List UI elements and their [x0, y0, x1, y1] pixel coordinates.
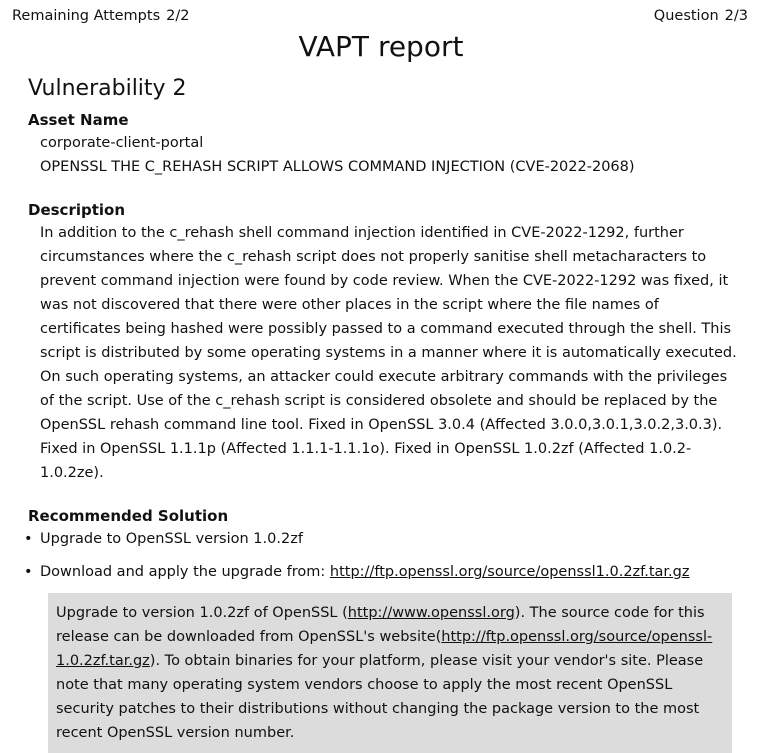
- description-label: Description: [28, 201, 126, 219]
- vulnerability-heading: Vulnerability 2: [28, 76, 187, 101]
- solution-item: [24, 527, 740, 551]
- bullet-icon: •: [24, 531, 33, 547]
- asset-name-label: Asset Name: [28, 111, 129, 129]
- bullet-icon: •: [24, 564, 33, 580]
- recommended-solution-label: Recommended Solution: [28, 507, 229, 525]
- note-text-part3: ). To obtain binaries for your platform, please visit your vendor's site. Please note that many operating system vendors choose to apply the most recent OpenSSL security patches to their distributions without changing the package version to the most recent OpenSSL version number.: [56, 653, 704, 741]
- attempts-value: 2/2: [166, 8, 190, 24]
- attempts-label: Remaining Attempts: [12, 8, 161, 24]
- asset-issue-title: OPENSSL THE C_REHASH SCRIPT ALLOWS COMMAND INJECTION (CVE-2022-2068): [40, 159, 635, 175]
- upgrade-download-link[interactable]: http://ftp.openssl.org/source/openssl1.0.2zf.tar.gz: [329, 564, 690, 580]
- question-value: 2/3: [724, 8, 748, 24]
- solution-list: [24, 527, 740, 584]
- question-label: Question: [653, 8, 719, 24]
- solution-item-text: Upgrade to OpenSSL version 1.0.2zf: [40, 531, 303, 547]
- solution-note-box: [48, 593, 732, 753]
- remaining-attempts: [12, 8, 189, 24]
- openssl-home-link[interactable]: http://www.openssl.org: [347, 605, 515, 621]
- page-title: VAPT report: [298, 30, 464, 63]
- asset-name-value: corporate-client-portal: [40, 135, 204, 151]
- top-bar: [0, 0, 762, 34]
- report-content: [24, 72, 740, 753]
- question-counter: [654, 8, 748, 24]
- solution-item-prefix: Download and apply the upgrade from:: [40, 564, 330, 580]
- note-text-part2: ). The source code for this release can be downloaded from OpenSSL's website(: [56, 605, 705, 645]
- note-text-part1: Upgrade to version 1.0.2zf of OpenSSL (: [56, 605, 348, 621]
- solution-item: [24, 560, 740, 584]
- openssl-source-link[interactable]: http://ftp.openssl.org/source/openssl-1.0.2zf.tar.gz: [56, 629, 713, 669]
- description-text: In addition to the c_rehash shell command injection identified in CVE-2022-1292, further circumstances where the c_rehash script does not properly sanitise shell metacharacters to prevent command injection were found by code review. When the CVE-2022-1292 was fixed, it was not discovered that there were other places in the script where the file names of certificates being hashed were possibly passed to a command executed through the shell. This script is distributed by some operating systems in a manner where it is automatically executed. On such operating systems, an attacker could execute arbitrary commands with the privileges of the script. Use of the c_rehash script is considered obsolete and should be replaced by the OpenSSL rehash command line tool. Fixed in OpenSSL 3.0.4 (Affected 3.0.0,3.0.1,3.0.2,3.0.3). Fixed in OpenSSL 1.1.1p (Affected 1.1.1-1.1.1o). Fixed in OpenSSL 1.0.2zf (Affected 1.0.2-1.0.2ze).: [40, 225, 737, 481]
